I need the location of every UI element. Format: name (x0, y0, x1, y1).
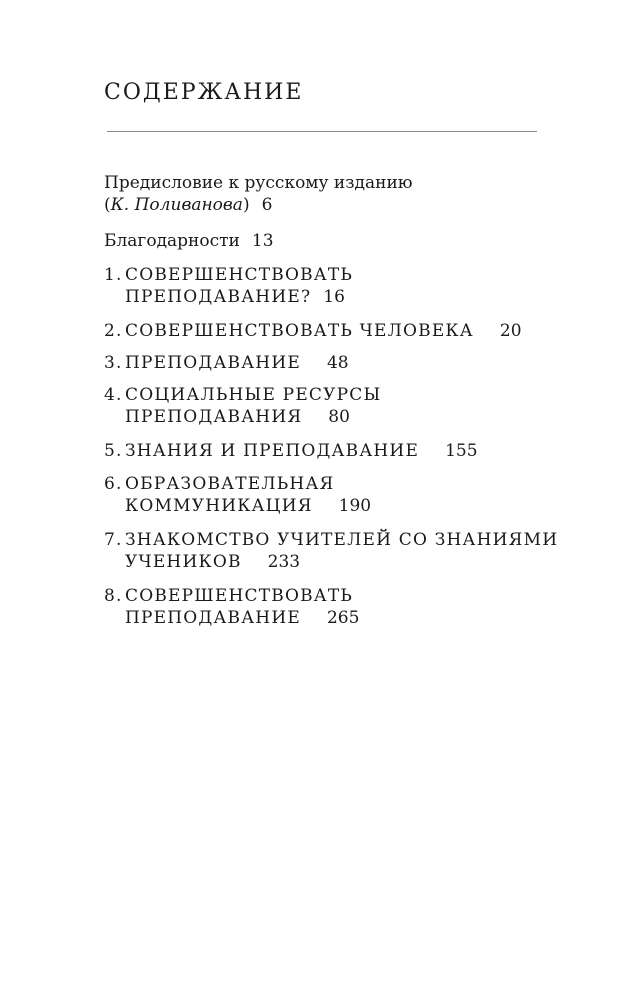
toc-entry-chapter-5 (104, 440, 604, 462)
page-number: 265 (326, 608, 360, 628)
chapter-title-continued: ПРЕПОДАВАНИЯ (125, 407, 303, 427)
chapter-title-continued: ПРЕПОДАВАНИЕ? (125, 287, 312, 307)
chapter-title-continued: УЧЕНИКОВ (125, 552, 242, 572)
toc-entry-preface: Предисловие к русскому изданию (К. Поливанова) 6 (104, 172, 604, 216)
preface-author: К. Поливанова (110, 195, 243, 215)
page-title: СОДЕРЖАНИЕ (104, 80, 304, 105)
toc-entry-chapter-3 (104, 352, 604, 374)
chapter-title: ЗНАНИЯ И ПРЕПОДАВАНИЕ (125, 441, 420, 461)
page-number: 233 (267, 552, 301, 572)
toc-entry-title: Предисловие к русскому изданию (104, 173, 413, 193)
chapter-number: 8. (104, 586, 123, 606)
chapter-number: 6. (104, 474, 123, 494)
page-number: 48 (326, 353, 349, 373)
toc-entry-chapter-6 (104, 473, 604, 517)
toc-entry-chapter-8 (104, 585, 604, 629)
chapter-title: ЗНАКОМСТВО УЧИТЕЛЕЙ СО ЗНАНИЯМИ (125, 530, 559, 550)
chapter-title: СОВЕРШЕНСТВОВАТЬ (125, 586, 354, 606)
page-number: 80 (328, 407, 350, 427)
page-number: 6 (261, 195, 273, 215)
title-divider (107, 131, 537, 132)
page-number: 155 (445, 441, 478, 461)
page-number: 190 (338, 496, 372, 516)
toc-entry-acknowledgements (104, 230, 604, 252)
chapter-title: ПРЕПОДАВАНИЕ (125, 353, 301, 373)
chapter-number: 4. (104, 385, 123, 405)
toc-entry-title: Благодарности (104, 231, 240, 251)
toc-entry-chapter-7 (104, 529, 604, 573)
chapter-number: 3. (104, 353, 123, 373)
chapter-number: 1. (104, 265, 123, 285)
chapter-number: 7. (104, 530, 123, 550)
chapter-title: ОБРАЗОВАТЕЛЬНАЯ (125, 474, 335, 494)
page-number: 16 (323, 287, 345, 307)
chapter-title-continued: КОММУНИКАЦИЯ (125, 496, 313, 516)
chapter-number: 2. (104, 321, 123, 341)
chapter-number: 5. (104, 441, 123, 461)
toc-entry-chapter-4 (104, 384, 604, 428)
chapter-title: СОВЕРШЕНСТВОВАТЬ ЧЕЛОВЕКА (125, 321, 474, 341)
toc-entry-chapter-2 (104, 320, 604, 342)
chapter-title: СОВЕРШЕНСТВОВАТЬ (125, 265, 354, 285)
page-number: 20 (499, 321, 522, 341)
toc-entry-chapter-1 (104, 264, 604, 308)
chapter-title-continued: ПРЕПОДАВАНИЕ (125, 608, 301, 628)
chapter-title: СОЦИАЛЬНЫЕ РЕСУРСЫ (125, 385, 382, 405)
page-number: 13 (251, 231, 274, 251)
